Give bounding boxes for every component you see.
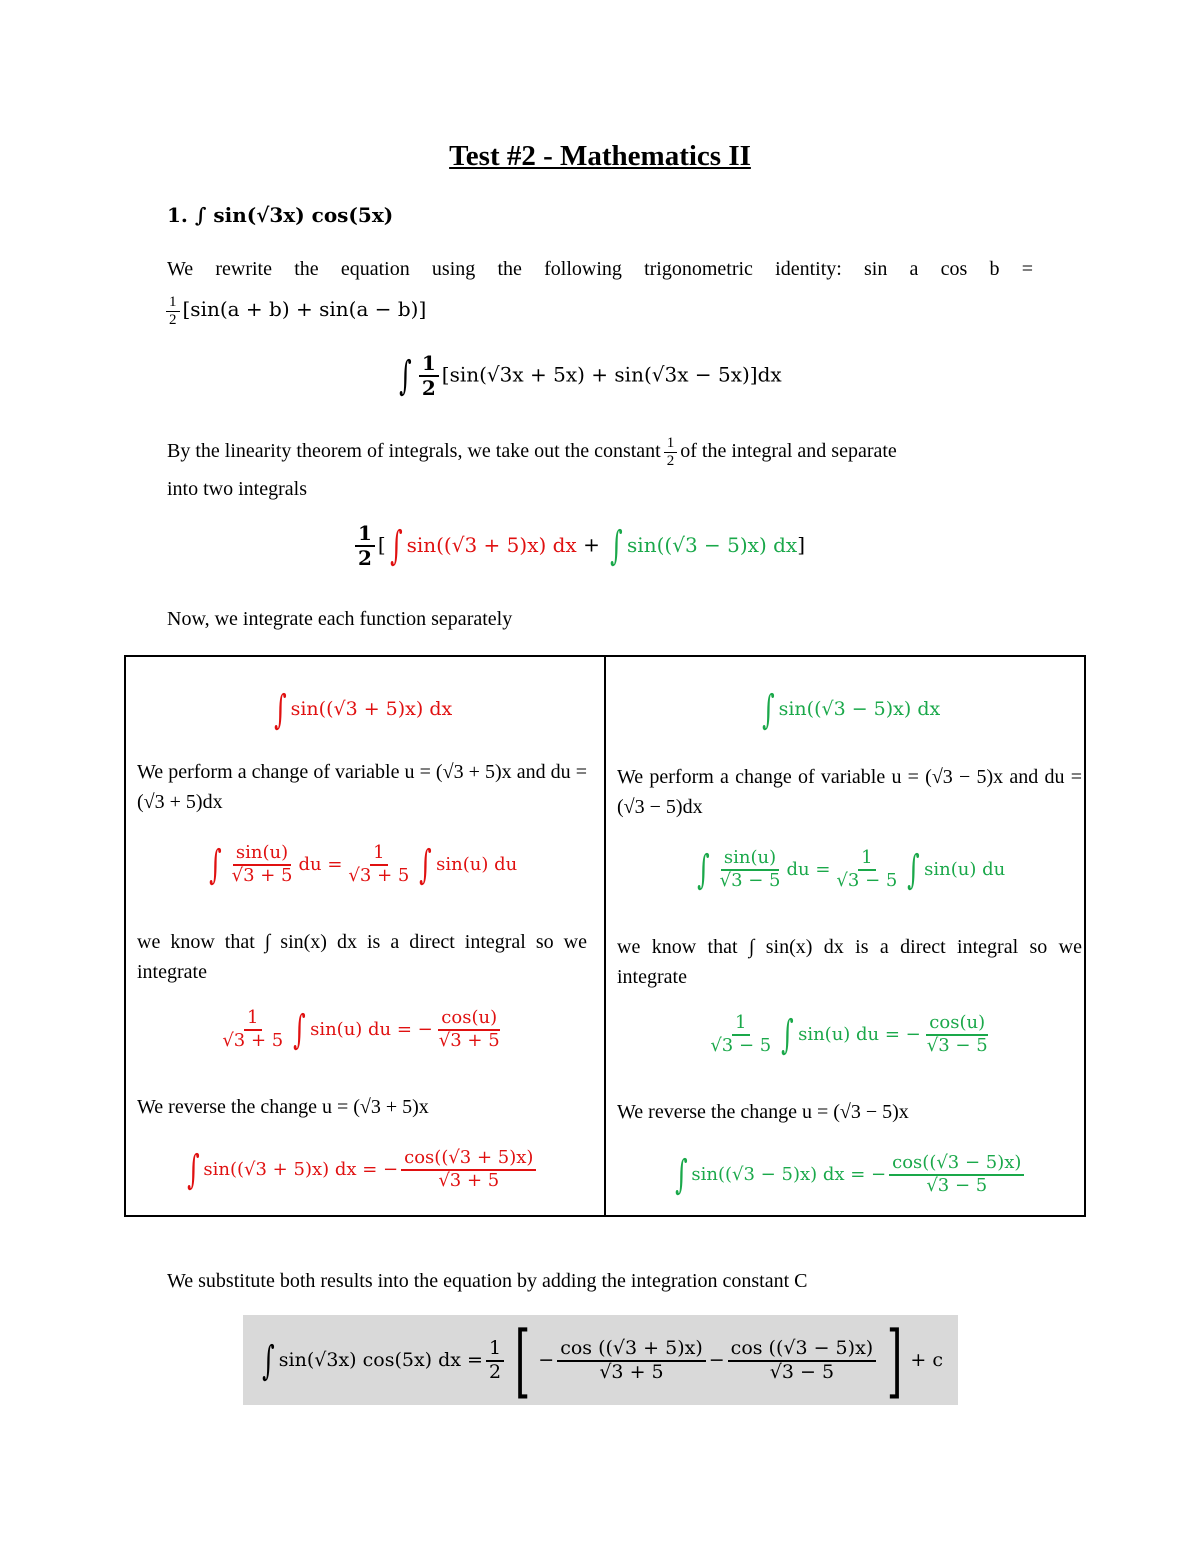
left-know-text: we know that ∫ sin(x) dx is a direct integral so we integrate [137,931,587,983]
question-heading: 1. ∫ sin(√3x) cos(5x) [167,203,394,227]
right-integral-heading: ∫ sin((√3 − 5)x) dx [761,687,941,733]
left-substitution: ∫ $\frac{\sin(u)}{√3 + 5}$ du = $\frac{1}{√3 + 5}$ ∫ sin(u) du [208,842,518,888]
right-substitution: ∫ $\frac{\sin(u)}{√3 - 5}$ du = $\frac{1}{√3 - 5}$ ∫ sin(u) du [696,847,1006,893]
equation-2: $\frac{1}{2}$ [ ∫ sin((√3 + 5)x) dx + ∫ sin((√3 − 5)x) dx] [352,522,805,570]
left-integration: $\frac{1}{√3 + 5}$ ∫ sin(u) du = − $\frac{\cos(u)}{√3 + 5}$ [222,1007,500,1053]
solution-table [124,655,1086,1217]
left-reverse-text: We reverse the change u = (√3 + 5)x [137,1096,429,1118]
right-know-text: we know that ∫ sin(x) dx is a direct integral so we integrate [617,936,1082,988]
right-reverse-text: We reverse the change u = (√3 − 5)x [617,1101,909,1123]
linearity-line-2: into two integrals [167,478,307,500]
intro-line-2: $\frac{1}{2}$ [sin(a + b) + sin(a − b)] [163,290,426,329]
linearity-line-1: By the linearity theorem of integrals, we take out the constant $\frac{1}{2}$ of the integral and separate [167,434,897,469]
left-integral-heading: ∫ sin((√3 + 5)x) dx [273,687,453,733]
final-equation: ∫ sin(√3x) cos(5x) dx = $\frac{1}{2}$ [ − $\frac{\cos ((√3 + 5)x)}{√3 + 5}$ − $\frac{\cos ((√3 - 5)x)}{√3 - 5}$ ] + c [262,1314,944,1407]
right-change-text: We perform a change of variable u = (√3 − 5)x and du = (√3 − 5)dx [617,766,1082,818]
intro-line-1: We rewrite the equation using the following trigonometric identity: sin a cos b = [167,258,1033,280]
right-result: ∫ sin((√3 − 5)x) dx = − $\frac{\cos((√3 - 5)x)}{√3 - 5}$ [606,1152,1092,1198]
left-column [125,656,605,1216]
page-title: Test #2 - Mathematics II [449,140,751,172]
left-result: ∫ sin((√3 + 5)x) dx = − $\frac{\cos((√3 + 5)x)}{√3 + 5}$ [126,1147,596,1193]
left-change-text: We perform a change of variable u = (√3 + 5)x and du = (√3 + 5)dx [137,761,587,813]
right-column [605,656,1085,1216]
substitute-note: We substitute both results into the equation by adding the integration constant C [167,1270,808,1292]
right-integration: $\frac{1}{√3 - 5}$ ∫ sin(u) du = − $\frac{\cos(u)}{√3 - 5}$ [710,1012,988,1058]
integrate-note: Now, we integrate each function separately [167,608,513,630]
final-result-box [243,1315,958,1405]
equation-1: ∫ $\frac{1}{2}$ [sin(√3x + 5x) + sin(√3x − 5x)]dx [399,351,782,400]
